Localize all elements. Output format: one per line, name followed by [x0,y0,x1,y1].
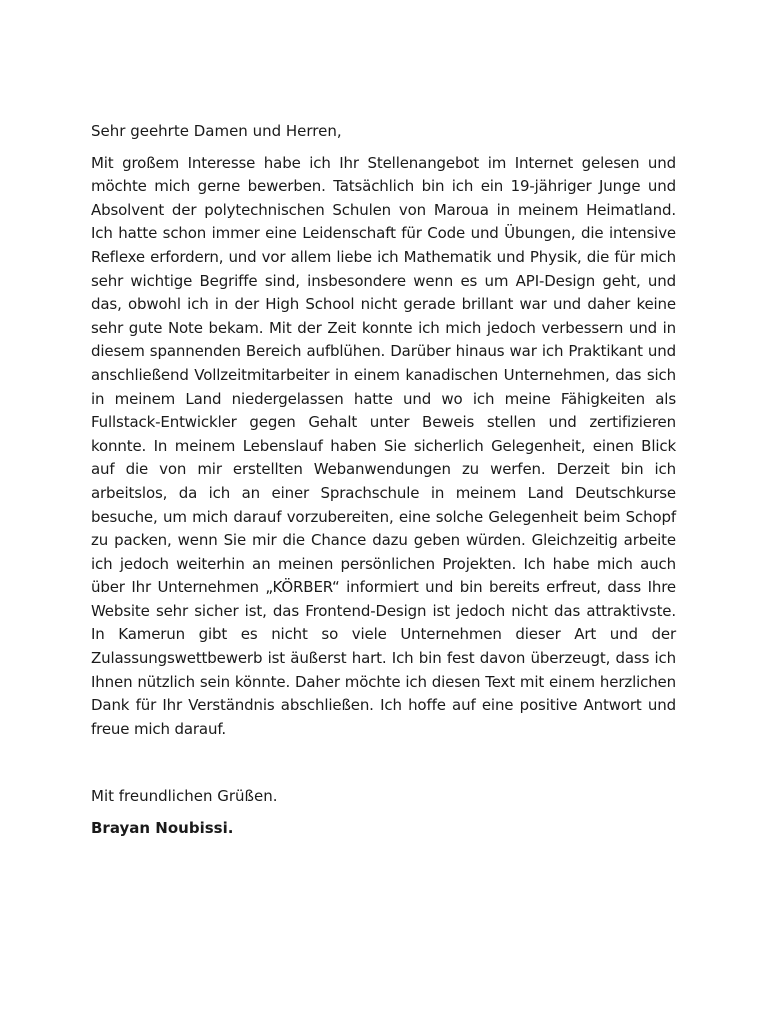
letter-body: Mit großem Interesse habe ich Ihr Stellenangebot im Internet gelesen und möchte mich gerne bewerben. Tatsächlich bin ich ein 19-jähriger Junge und Absolvent der polytechnischen Schulen von Maroua in meinem Heimatland. Ich hatte schon immer eine Leidenschaft für Code und Übungen, die intensive Reflexe erfordern, und vor allem liebe ich Mathematik und Physik, die für mich sehr wichtige Begriffe sind, insbesondere wenn es um API-Design geht, und das, obwohl ich in der High School nicht gerade brillant war und daher keine sehr gute Note bekam. Mit der Zeit konnte ich mich jedoch verbessern und in diesem spannenden Bereich aufblühen. Darüber hinaus war ich Praktikant und anschließend Vollzeitmitarbeiter in einem kanadischen Unternehmen, das sich in meinem Land niedergelassen hatte und wo ich meine Fähigkeiten als Fullstack-Entwickler gegen Gehalt unter Beweis stellen und zertifizieren konnte. In meinem Lebenslauf haben Sie sicherlich Gelegenheit, einen Blick auf die von mir erstellten Webanwendungen zu werfen. Derzeit bin ich arbeitslos, da ich an einer Sprachschule in meinem Land Deutschkurse besuche, um mich darauf vorzubereiten, eine solche Gelegenheit beim Schopf zu packen, wenn Sie mir die Chance dazu geben würden. Gleichzeitig arbeite ich jedoch weiterhin an meinen persönlichen Projekten. Ich habe mich auch über Ihr Unternehmen „KÖRBER“ informiert und bin bereits erfreut, dass Ihre Website sehr sicher ist, das Frontend-Design ist jedoch nicht das attraktivste. In Kamerun gibt es nicht so viele Unternehmen dieser Art und der Zulassungswettbewerb ist äußerst hart. Ich bin fest davon überzeugt, dass ich Ihnen nützlich sein könnte. Daher möchte ich diesen Text mit einem herzlichen Dank für Ihr Verständnis abschließen. Ich hoffe auf eine positive Antwort und freue mich darauf. [91,153,676,738]
closing: Mit freundlichen Grüßen. [91,787,278,806]
cover-letter [91,120,676,841]
salutation: Sehr geehrte Damen und Herren, [91,122,342,140]
signature: Brayan Noubissi. [91,819,234,838]
